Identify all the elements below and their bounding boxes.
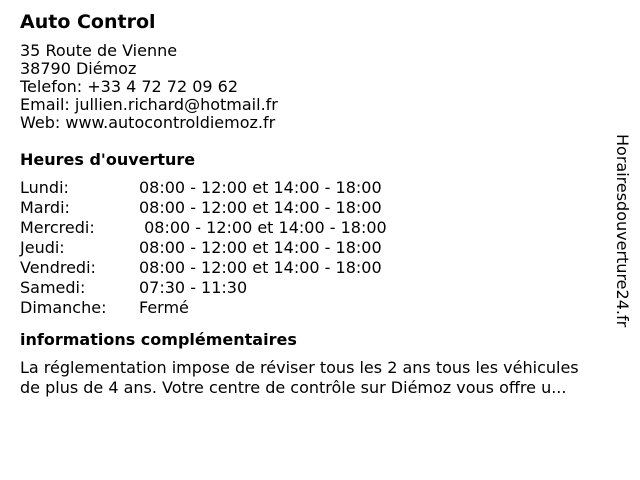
hours-time: 08:00 - 12:00 et 14:00 - 18:00	[139, 218, 387, 237]
business-card	[20, 10, 610, 398]
hours-row-thursday	[20, 238, 610, 258]
hours-day-label: Dimanche:	[20, 298, 107, 317]
site-watermark: Horairesdouverture24.fr	[613, 134, 632, 328]
hours-day-label: Vendredi:	[20, 258, 96, 277]
hours-time: Fermé	[139, 298, 189, 317]
hours-time: 08:00 - 12:00 et 14:00 - 18:00	[139, 198, 382, 217]
hours-time: 07:30 - 11:30	[139, 278, 248, 297]
hours-row-saturday	[20, 278, 610, 298]
phone-line: Telefon: +33 4 72 72 09 62	[20, 77, 239, 96]
web-line: Web: www.autocontroldiemoz.fr	[20, 113, 276, 132]
business-name: Auto Control	[20, 11, 156, 33]
info-heading: informations complémentaires	[20, 330, 297, 349]
info-text-line-1: La réglementation impose de réviser tous les 2 ans tous les véhicules	[20, 358, 579, 377]
hours-day-label: Samedi:	[20, 278, 86, 297]
hours-row-sunday	[20, 298, 610, 318]
hours-day-label: Mardi:	[20, 198, 70, 217]
contact-block	[20, 42, 610, 132]
hours-heading: Heures d'ouverture	[20, 150, 196, 169]
hours-row-monday	[20, 178, 610, 198]
hours-time: 08:00 - 12:00 et 14:00 - 18:00	[139, 258, 382, 277]
email-line: Email: jullien.richard@hotmail.fr	[20, 95, 278, 114]
hours-day-label: Lundi:	[20, 178, 69, 197]
hours-time: 08:00 - 12:00 et 14:00 - 18:00	[139, 178, 382, 197]
hours-row-friday	[20, 258, 610, 278]
info-text-line-2: de plus de 4 ans. Votre centre de contrôle sur Diémoz vous offre u...	[20, 378, 567, 397]
address-line-1: 35 Route de Vienne	[20, 41, 178, 60]
info-block	[20, 358, 610, 398]
hours-time: 08:00 - 12:00 et 14:00 - 18:00	[139, 238, 382, 257]
hours-day-label: Jeudi:	[20, 238, 65, 257]
hours-row-tuesday	[20, 198, 610, 218]
hours-row-wednesday	[20, 218, 610, 238]
hours-table	[20, 178, 610, 318]
address-line-2: 38790 Diémoz	[20, 59, 137, 78]
hours-day-label: Mercredi:	[20, 218, 95, 237]
